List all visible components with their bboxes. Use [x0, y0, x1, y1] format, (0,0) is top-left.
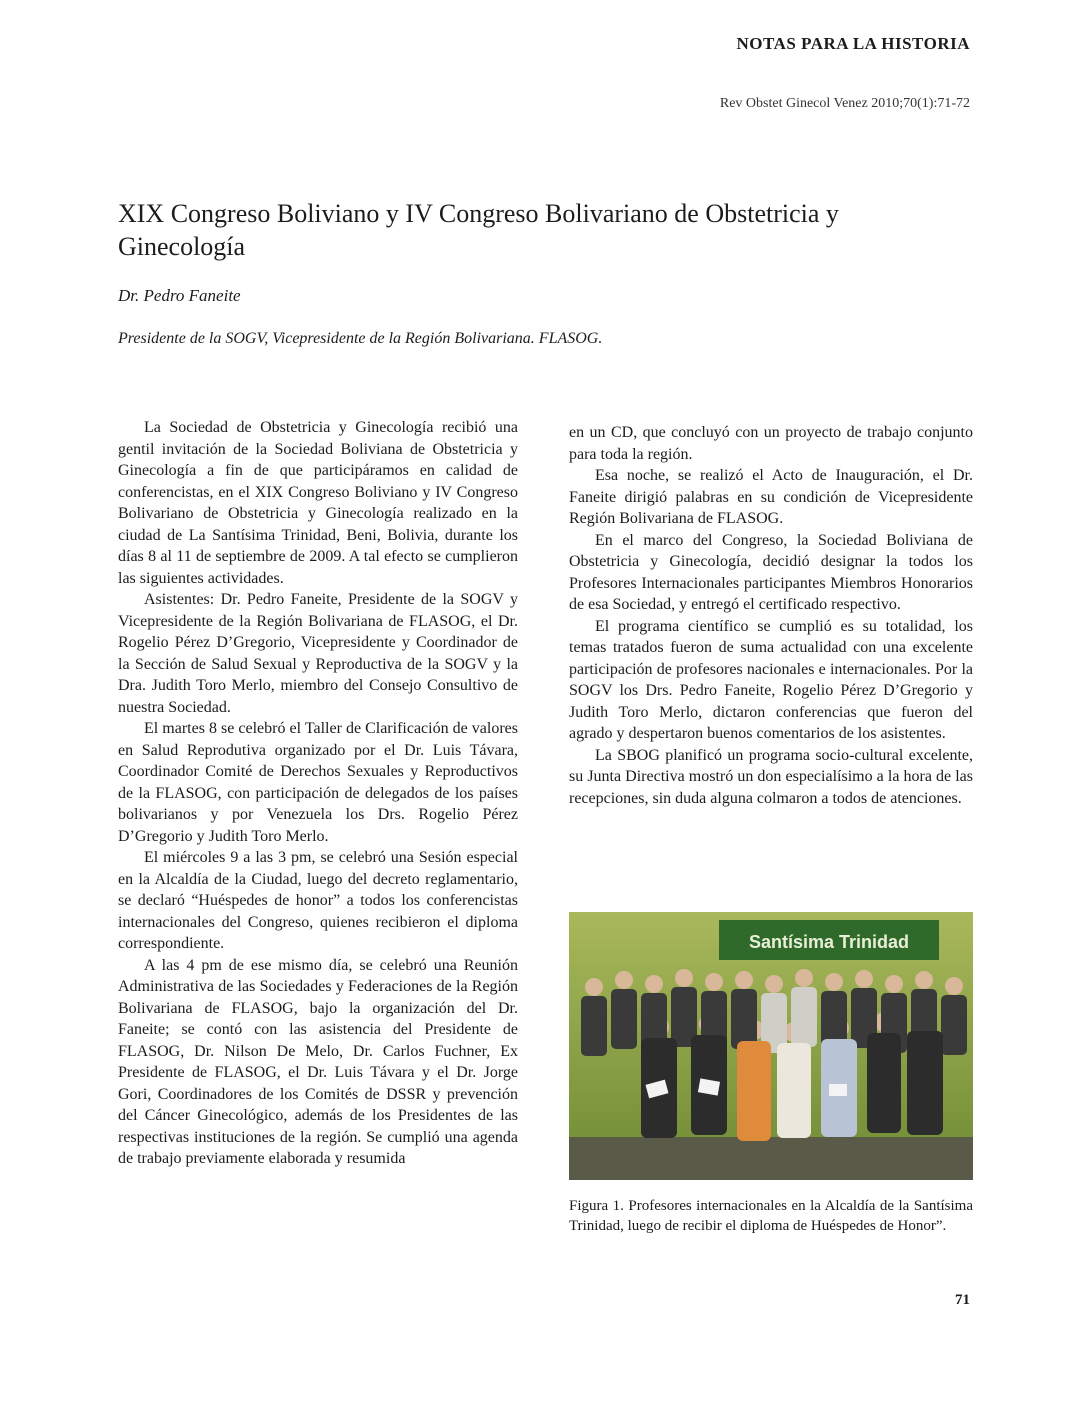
group-photo	[569, 912, 973, 1180]
page-number: 71	[955, 1292, 970, 1308]
paragraph: en un CD, que concluyó con un proyecto de trabajo conjunto para toda la región.	[569, 424, 973, 463]
paragraph: Asistentes: Dr. Pedro Faneite, Presidente de la SOGV y Vicepresidente de la Región Bolivariana de FLASOG, el Dr. Rogelio Pérez D’Gregorio, Vicepresidente y Coordinador de la Sección de Salud Sexual y Reproductiva de la SOGV y la Dra. Judith Toro Merlo, miembro del Consejo Consultivo de nuestra Sociedad.	[118, 591, 518, 716]
paragraph: Esa noche, se realizó el Acto de Inauguración, el Dr. Faneite dirigió palabras en su condición de Vicepresidente Región Bolivariana de FLASOG.	[569, 467, 973, 527]
author-name: Dr. Pedro Faneite	[118, 286, 241, 305]
author-affiliation: Presidente de la SOGV, Vicepresidente de la Región Bolivariana. FLASOG.	[118, 330, 603, 347]
paragraph: En el marco del Congreso, la Sociedad Boliviana de Obstetricia y Ginecología, decidió designar la todos los Profesores Internacionales participantes Miembros Honorarios de esa Sociedad, y entregó el certificado respectivo.	[569, 531, 973, 613]
paragraph: El programa científico se cumplió es su totalidad, los temas tratados fueron de suma actualidad con una excelente participación de profesores nacionales e internacionales. Por la SOGV los Drs. Pedro Faneite, Rogelio Pérez D’Gregorio y Judith Toro Merlo, dictaron conferencias que fueron del agrado y despertaron buenos comentarios de los asistentes.	[569, 617, 973, 742]
paragraph: El martes 8 se celebró el Taller de Clarificación de valores en Salud Reprodutiva organizado por el Dr. Luis Távara, Coordinador Comité de Derechos Sexuales y Reproductivos de la FLASOG, con participación de delegados de los países bolivarianos y por Venezuela los Drs. Rogelio Pérez D’Gregorio y Judith Toro Merlo.	[118, 720, 518, 845]
photo-banner-text: Santísima Trinidad	[748, 932, 910, 952]
article-title: XIX Congreso Boliviano y IV Congreso Bolivariano de Obstetricia y Ginecología	[118, 199, 839, 261]
paragraph: La Sociedad de Obstetricia y Ginecología recibió una gentil invitación de la Sociedad Boliviana de Obstetricia y Ginecología a fin de que participáramos en calidad de conferencistas, en el XIX Congreso Boliviano y IV Congreso Bolivariano de Obstetricia y Ginecología realizado en la ciudad de La Santísima Trinidad, Beni, Bolivia, durante los días 8 al 11 de septiembre de 2009. A tal efecto se cumplieron las siguientes actividades.	[118, 419, 518, 587]
paragraph: El miércoles 9 a las 3 pm, se celebró una Sesión especial en la Alcaldía de la Ciudad, luego del decreto reglamentario, se declaró “Huéspedes de honor” a todos los conferencistas internacionales del Congreso, quienes recibieron el diploma correspondiente.	[118, 849, 518, 952]
paragraph: A las 4 pm de ese mismo día, se celebró una Reunión Administrativa de las Sociedades y Federaciones de la Región Bolivariana de FLASOG, bajo la organización del Dr. Faneite; se contó con las asistencia del Presidente de FLASOG, Dr. Nilson De Melo, Dr. Carlos Fuchner, Ex Presidente de FLASOG, el Dr. Luis Távara y el Dr. Jorge Gori, Coordinadores de los Comités de DSSR y prevención del Cáncer Ginecológico, además de los Presidentes de las respectivas instituciones de la región. Se cumplió una agenda de trabajo previamente elaborada y resumida	[118, 956, 518, 1167]
figure-caption: Figura 1. Profesores internacionales en la Alcaldía de la Santísima Trinidad, luego de recibir el diploma de Huéspedes de Honor”.	[569, 1198, 973, 1234]
left-column	[118, 417, 518, 1170]
journal-citation: Rev Obstet Ginecol Venez 2010;70(1):71-72	[719, 96, 970, 111]
section-title: NOTAS PARA LA HISTORIA	[736, 34, 970, 53]
paragraph: La SBOG planificó un programa socio-cultural excelente, su Junta Directiva mostró un don especialísimo a la hora de las recepciones, sin duda alguna colmaron a todos de atenciones.	[569, 746, 973, 807]
right-column	[569, 422, 973, 809]
